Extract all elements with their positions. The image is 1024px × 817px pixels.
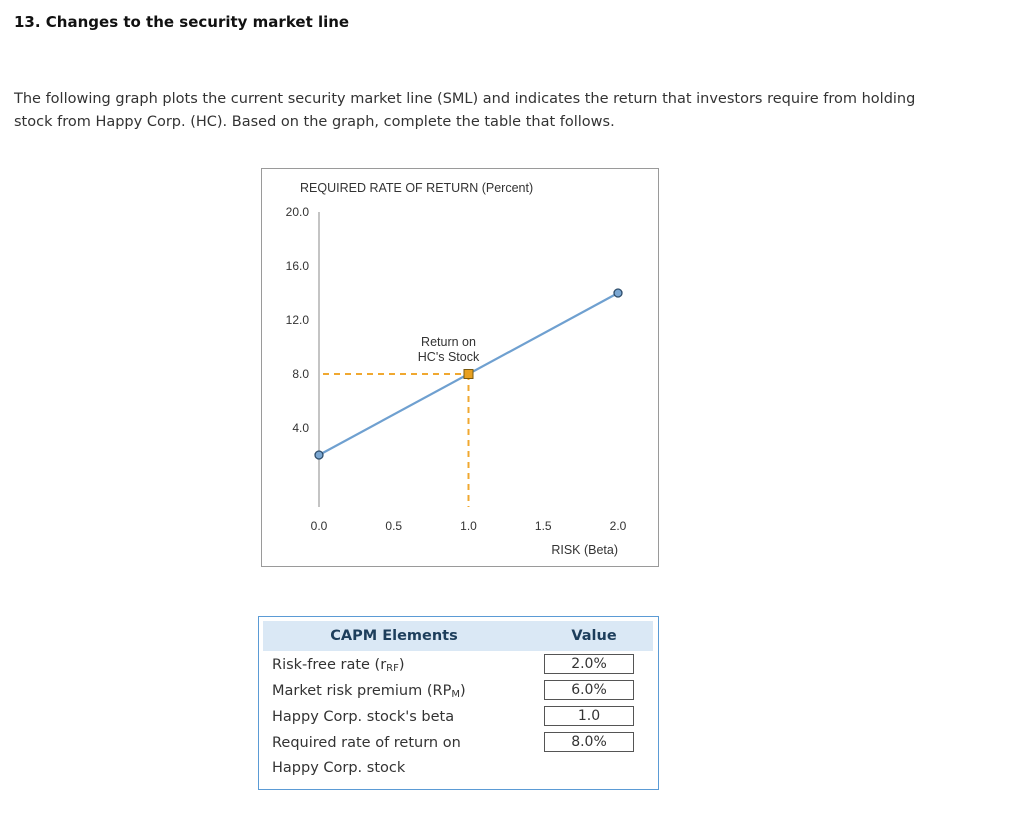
x-tick-label: 1.0 <box>460 519 477 533</box>
capm-elements-header: CAPM Elements <box>330 628 458 644</box>
value-header: Value <box>571 628 617 644</box>
sml-endpoint <box>614 289 622 297</box>
y-tick-label: 4.0 <box>292 421 309 435</box>
x-tick-label: 0.5 <box>385 519 403 533</box>
x-axis-title: RISK (Beta) <box>551 543 618 557</box>
question-intro: The following graph plots the current security market line (SML) and indicates the return that investors require from holding stock from Happy Corp. (HC). Based on the graph, complete the table that follows. <box>14 91 916 130</box>
required-return-label: Required rate of return on <box>272 735 461 751</box>
capm-table <box>258 616 659 790</box>
risk-free-rate-label: Risk-free rate $(r_{RF})$ <box>272 657 405 674</box>
beta-input[interactable] <box>544 706 634 726</box>
capm-table-header <box>263 621 653 651</box>
risk-free-rate-input[interactable] <box>544 654 634 674</box>
beta-label: Happy Corp. stock's beta <box>272 709 455 725</box>
required-return-input[interactable] <box>544 732 634 752</box>
hc-stock-marker <box>464 370 473 379</box>
hc-stock-label: Return on <box>421 335 476 349</box>
market-risk-premium-input[interactable] <box>544 680 634 700</box>
sml-endpoint <box>315 451 323 459</box>
y-tick-label: 12.0 <box>285 313 309 327</box>
x-tick-label: 1.5 <box>534 519 552 533</box>
x-tick-label: 2.0 <box>609 519 627 533</box>
y-tick-label: 20.0 <box>285 205 309 219</box>
required-return-label-continued: Happy Corp. stock <box>272 760 406 776</box>
y-axis-title: REQUIRED RATE OF RETURN (Percent) <box>300 181 534 195</box>
y-tick-label: 8.0 <box>292 367 309 381</box>
sml-chart <box>261 168 659 567</box>
market-risk-premium-label: Market risk premium $(RP_M)$ <box>272 683 466 700</box>
question-title: 13. Changes to the security market line <box>14 13 350 31</box>
sml-chart-svg <box>262 169 658 566</box>
y-tick-label: 16.0 <box>285 259 309 273</box>
x-tick-label: 0.0 <box>310 519 328 533</box>
hc-stock-label: HC's Stock <box>417 350 480 364</box>
